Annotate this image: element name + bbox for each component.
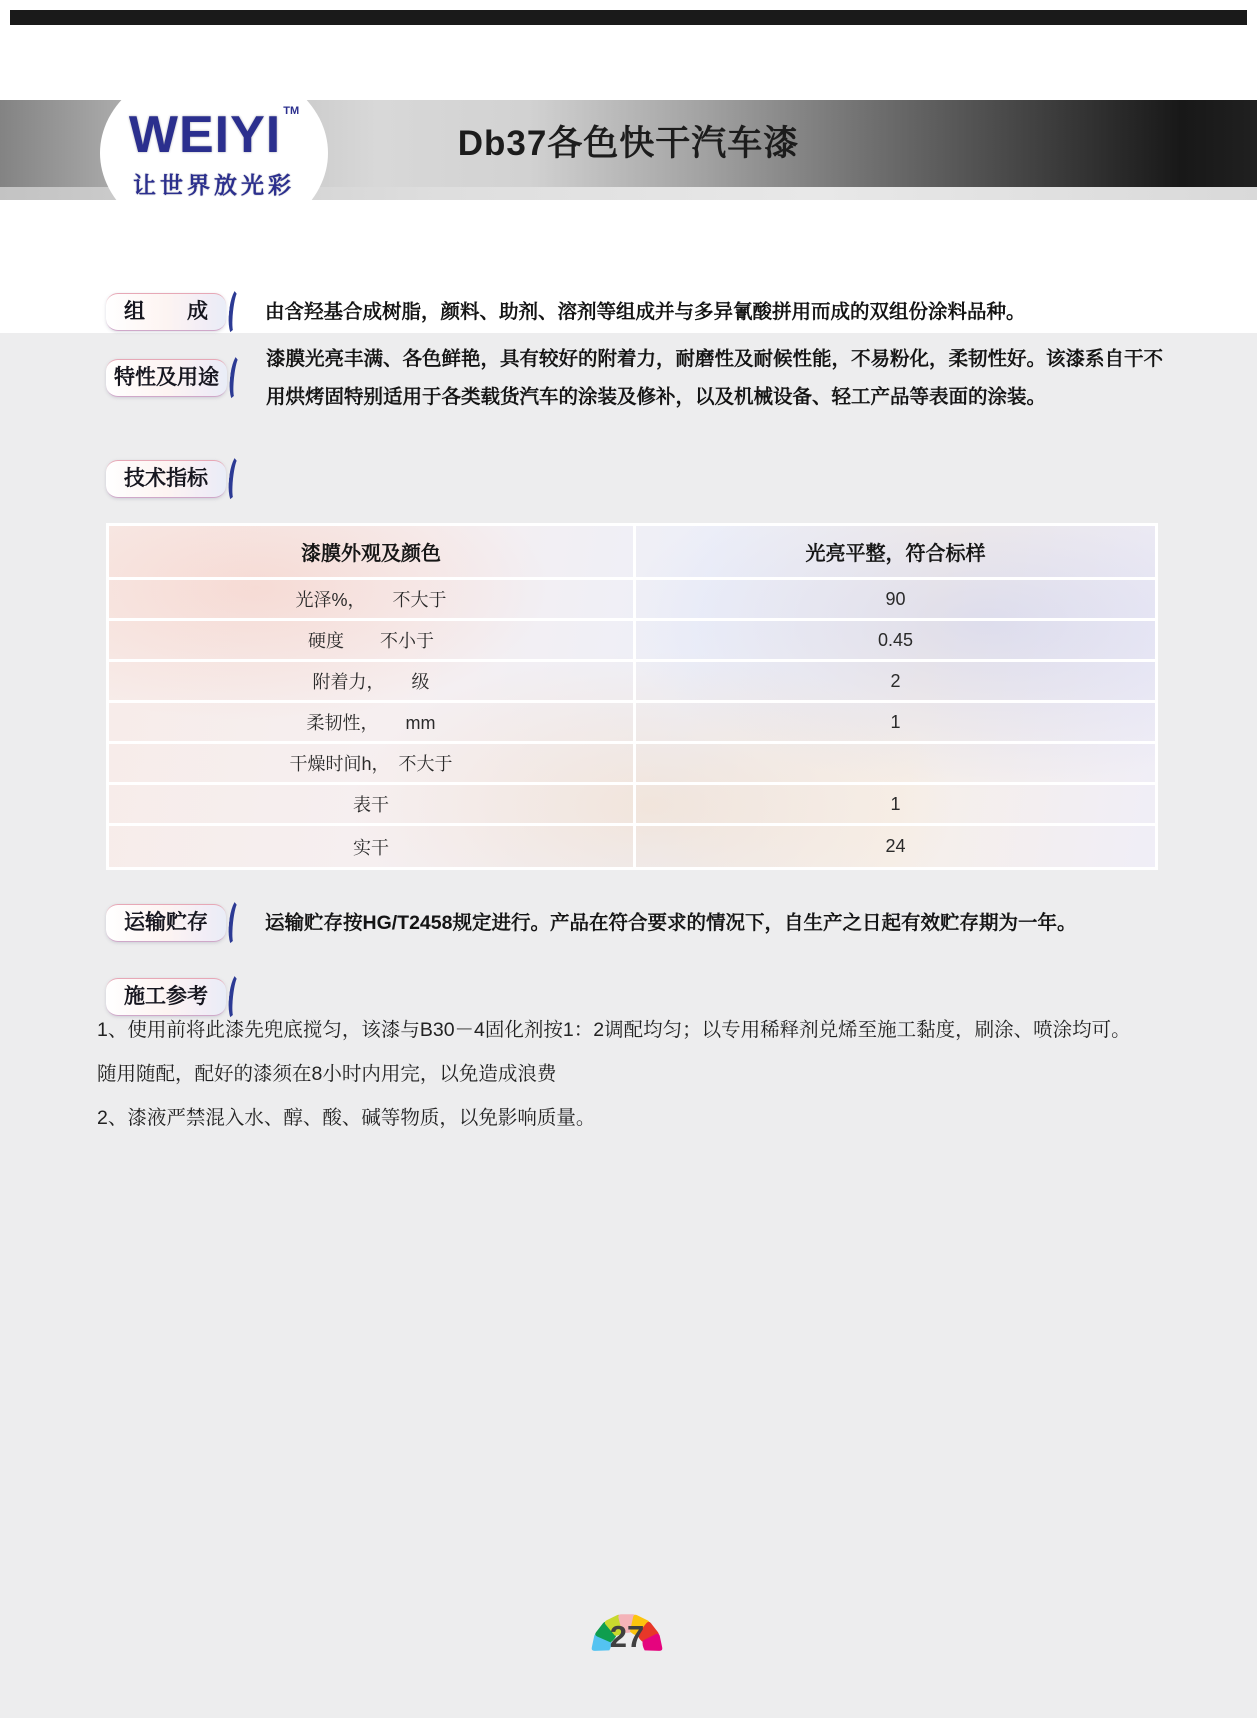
section-storage	[106, 899, 1076, 947]
section-features	[106, 340, 1181, 416]
composition-text: 由含羟基合成树脂，颜料、助剂、溶剂等组成并与多异氰酸拼用而成的双组份涂料品种。	[265, 301, 1026, 323]
spec-table	[106, 523, 1158, 870]
table-row-value: 2	[636, 662, 1155, 703]
table-header-col1: 漆膜外观及颜色	[109, 526, 636, 580]
table-row-label: 干燥时间h， 不大于	[109, 744, 636, 785]
table-row-value: 90	[636, 580, 1155, 621]
table-row-value: 1	[636, 703, 1155, 744]
section-composition	[106, 288, 1026, 336]
application-note-line: 随用随配，配好的漆须在8小时内用完，以免造成浪费	[97, 1063, 557, 1085]
section-application	[106, 973, 243, 1021]
trademark-mark: TM	[283, 104, 300, 117]
table-row-label: 实干	[109, 826, 636, 867]
page-number: 27	[609, 1619, 645, 1654]
application-note-line: 2、漆液严禁混入水、醇、酸、碱等物质，以免影响质量。	[97, 1107, 596, 1129]
section-label-features: 特性及用途	[106, 359, 227, 397]
section-bracket-icon	[227, 454, 246, 503]
section-bracket-icon	[227, 287, 246, 336]
section-specs	[106, 455, 243, 503]
section-label-storage: 运输贮存	[106, 904, 226, 942]
storage-text: 运输贮存按HG/T2458规定进行。产品在符合要求的情况下，自生产之日起有效贮存期为一年。	[265, 912, 1077, 934]
brand-name: WEIYI	[128, 105, 282, 164]
section-label-composition: 组 成	[106, 293, 226, 331]
table-row-value: 0.45	[636, 621, 1155, 662]
section-bracket-icon	[227, 972, 246, 1021]
table-row-label: 附着力， 级	[109, 662, 636, 703]
page-title: Db37各色快干汽车漆	[457, 124, 800, 163]
section-bracket-icon	[227, 898, 246, 947]
section-label-application: 施工参考	[106, 978, 226, 1016]
features-text: 漆膜光亮丰满、各色鲜艳，具有较好的附着力，耐磨性及耐候性能，不易粉化，柔韧性好。该漆系自干不用烘烤固特别适用于各类载货汽车的涂装及修补，以及机械设备、轻工产品等表面的涂装。	[266, 348, 1164, 408]
table-row-value: 24	[885, 836, 906, 856]
table-row-label: 光泽%， 不大于	[109, 580, 636, 621]
application-notes	[97, 1016, 1172, 1148]
section-label-specs: 技术指标	[106, 460, 226, 498]
brand-slogan: 让世界放光彩	[133, 171, 295, 198]
table-row-value	[636, 744, 1155, 785]
section-bracket-icon	[228, 353, 247, 402]
table-row-label: 表干	[109, 785, 636, 826]
table-row-label: 硬度 不小于	[109, 621, 636, 662]
table-row-label: 柔韧性， mm	[109, 703, 636, 744]
weiyi-logo	[100, 62, 328, 244]
application-note-line: 1、使用前将此漆先兜底搅匀，该漆与B30－4固化剂按1：2调配均匀；以专用稀释剂兑烯至施工黏度，刷涂、喷涂均可。	[97, 1019, 1131, 1041]
table-header-col2: 光亮平整，符合标样	[636, 526, 1155, 580]
top-black-bar	[10, 10, 1247, 25]
table-row-value: 1	[636, 785, 1155, 826]
